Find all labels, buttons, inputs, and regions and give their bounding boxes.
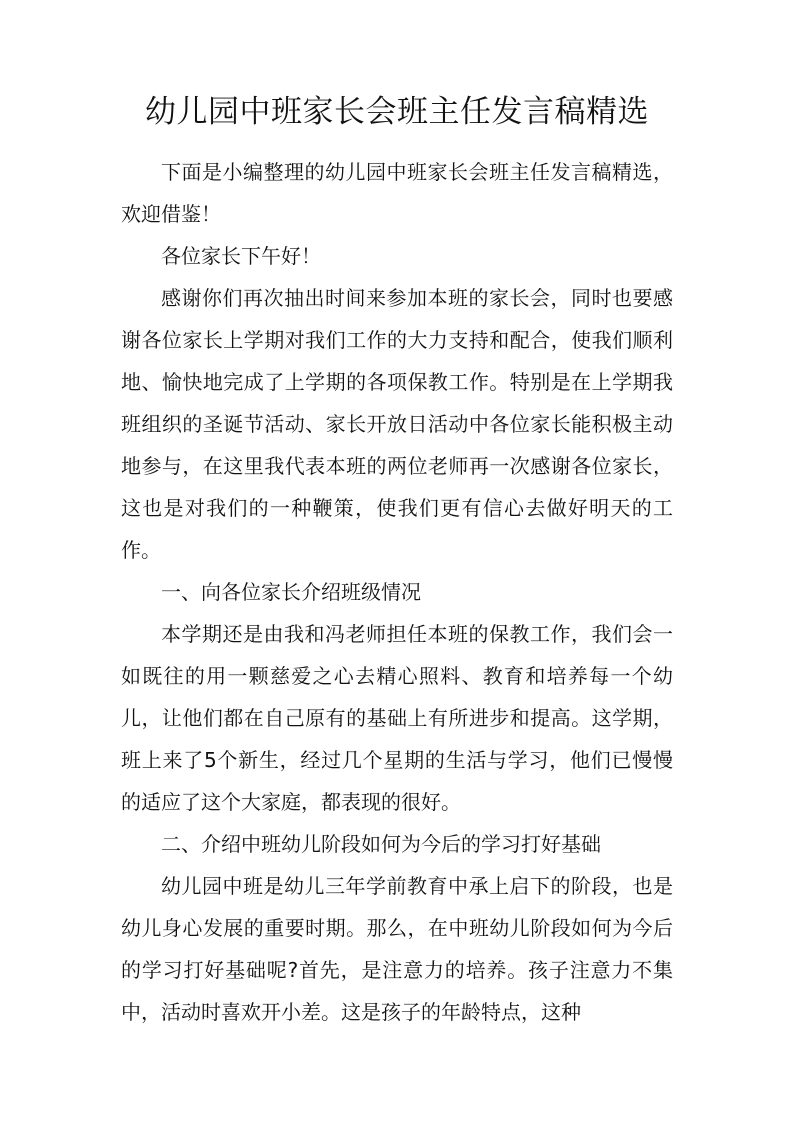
thanks-paragraph: 感谢你们再次抽出时间来参加本班的家长会，同时也要感谢各位家长上学期对我们工作的大力支持和配合，使我们顺利地、愉快地完成了上学期的各项保教工作。特别是在上学期我班组织的圣诞节活动、家长开放日活动中各位家长能积极主动地参与，在这里我代表本班的两位老师再一次感谢各位家长，这也是对我们的一种鞭策，使我们更有信心去做好明天的工作。 xyxy=(121,286,673,562)
middle-class-paragraph: 幼儿园中班是幼儿三年学前教育中承上启下的阶段，也是幼儿身心发展的重要时期。那么，在中班幼儿阶段如何为今后的学习打好基础呢?首先，是注意力的培养。孩子注意力不集中，活动时喜欢开小差。这是孩子的年龄特点，这种 xyxy=(121,874,673,1024)
intro-paragraph: 下面是小编整理的幼儿园中班家长会班主任发言稿精选，欢迎借鉴！ xyxy=(121,160,673,226)
section-heading-2: 二、介绍中班幼儿阶段如何为今后的学习打好基础 xyxy=(161,832,601,856)
document-title: 幼儿园中班家长会班主任发言稿精选 xyxy=(145,94,649,130)
section-heading-1: 一、向各位家长介绍班级情况 xyxy=(161,580,421,604)
greeting-paragraph: 各位家长下午好！ xyxy=(161,244,321,268)
class-info-paragraph: 本学期还是由我和冯老师担任本班的保教工作，我们会一如既往的用一颗慈爱之心去精心照料、教育和培养每一个幼儿，让他们都在自己原有的基础上有所进步和提高。这学期，班上来了5个新生，经过几个星期的生活与学习，他们已慢慢的适应了这个大家庭，都表现的很好。 xyxy=(121,622,673,814)
document-body xyxy=(121,151,673,1033)
